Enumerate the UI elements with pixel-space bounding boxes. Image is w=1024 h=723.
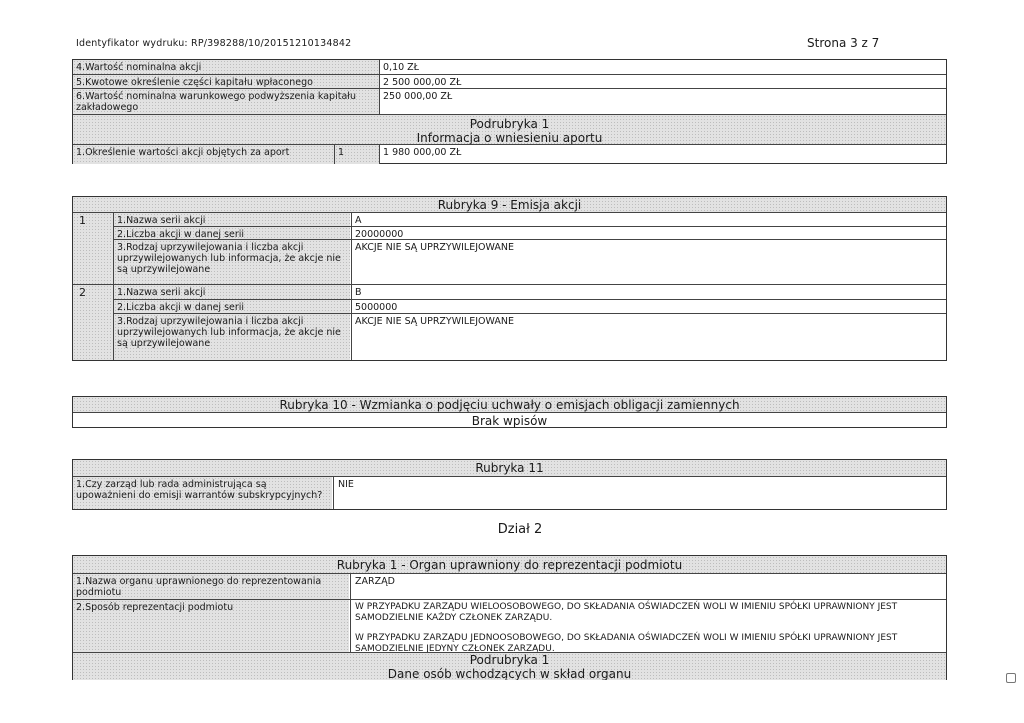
series-count-label: 2.Liczba akcji w danej serii bbox=[114, 300, 350, 313]
conditional-increase-value: 250 000,00 ZŁ bbox=[383, 91, 453, 102]
rubryka-11-title: Rubryka 11 bbox=[73, 460, 946, 476]
representation-method-label: 2.Sposób reprezentacji podmiotu bbox=[73, 600, 349, 652]
scan-mark-icon bbox=[1006, 673, 1016, 683]
rubryka-10-value: Brak wpisów bbox=[471, 414, 548, 428]
aport-index: 1 bbox=[335, 145, 379, 164]
series-name-value: B bbox=[355, 287, 362, 298]
rubryka-11-table bbox=[72, 459, 947, 510]
series-name-value: A bbox=[355, 215, 362, 226]
dzial-2-podrubryka-title: Podrubryka 1 bbox=[469, 653, 550, 667]
top-table bbox=[72, 59, 947, 164]
series-name-label: 1.Nazwa serii akcji bbox=[114, 285, 350, 299]
representation-multi-member: W PRZYPADKU ZARZĄDU WIELOOSOBOWEGO, DO SKŁADANIA OŚWIADCZEŃ WOLI W IMIENIU SPÓŁKI UPRAWNIONY JEST SAMODZIELNIE KAŻDY CZŁONEK ZARZĄDU. bbox=[355, 602, 898, 623]
rubryka-9-title: Rubryka 9 - Emisja akcji bbox=[73, 197, 946, 212]
dzial-2-podrubryka-subtitle: Dane osób wchodzących w skład organu bbox=[387, 667, 632, 680]
aport-label: 1.Określenie wartości akcji objętych za aport bbox=[73, 145, 334, 164]
series-preference-label: 3.Rodzaj uprzywilejowania i liczba akcji uprzywilejowanych lub informacja, że akcje nie są uprzywilejowane bbox=[114, 240, 350, 284]
dzial-2-podrubryka-heading bbox=[73, 653, 946, 680]
aport-value: 1 980 000,00 ZŁ bbox=[383, 147, 462, 158]
series-count-value: 5000000 bbox=[355, 302, 398, 313]
dzial-2-heading: Dział 2 bbox=[497, 522, 543, 537]
series-preference-label: 3.Rodzaj uprzywilejowania i liczba akcji uprzywilejowanych lub informacja, że akcje nie są uprzywilejowane bbox=[114, 314, 350, 360]
series-index-1: 1 bbox=[73, 213, 113, 284]
rubryka-9-table bbox=[72, 196, 947, 361]
paid-capital-value: 2 500 000,00 ZŁ bbox=[383, 77, 462, 88]
series-count-label: 2.Liczba akcji w danej serii bbox=[114, 227, 350, 239]
nominal-value-label: 4.Wartość nominalna akcji bbox=[73, 60, 379, 74]
series-count-value: 20000000 bbox=[355, 229, 404, 239]
conditional-increase-label: 6.Wartość nominalna warunkowego podwyższenia kapitału zakładowego bbox=[73, 89, 379, 114]
representation-single-member: W PRZYPADKU ZARZĄDU JEDNOOSOBOWEGO, DO SKŁADANIA OŚWIADCZEŃ WOLI W IMIENIU SPÓŁKI UPRAWNIONY JEST SAMODZIELNIE JEDYNY CZŁONEK ZARZĄDU. bbox=[355, 633, 898, 652]
print-identifier: Identyfikator wydruku: RP/398288/10/20151210134842 bbox=[76, 38, 352, 49]
representation-method-value bbox=[352, 600, 942, 652]
nominal-value: 0,10 ZŁ bbox=[383, 62, 420, 73]
paid-capital-label: 5.Kwotowe określenie części kapitału wpłaconego bbox=[73, 75, 379, 88]
organ-name-label: 1.Nazwa organu uprawnionego do reprezentowania podmiotu bbox=[73, 574, 349, 599]
podrubryka-title: Podrubryka 1 bbox=[469, 117, 550, 131]
rubryka-10-title: Rubryka 10 - Wzmianka o podjęciu uchwały o emisjach obligacji zamiennych bbox=[73, 397, 946, 412]
warrants-answer: NIE bbox=[338, 479, 354, 490]
series-preference-value: AKCJE NIE SĄ UPRZYWILEJOWANE bbox=[355, 242, 514, 253]
podrubryka-subtitle: Informacja o wniesieniu aportu bbox=[416, 131, 603, 144]
dzial-2-rubryka-1-table bbox=[72, 555, 947, 680]
warrants-question: 1.Czy zarząd lub rada administrująca są upoważnieni do emisji warrantów subskrypcyjnych? bbox=[73, 477, 332, 509]
dzial-2-rubryka-1-title: Rubryka 1 - Organ uprawniony do reprezentacji podmiotu bbox=[73, 556, 946, 573]
organ-name-value: ZARZĄD bbox=[355, 576, 395, 587]
page-number: Strona 3 z 7 bbox=[807, 36, 880, 50]
series-preference-value: AKCJE NIE SĄ UPRZYWILEJOWANE bbox=[355, 316, 514, 327]
series-name-label: 1.Nazwa serii akcji bbox=[114, 213, 350, 226]
podrubryka-heading bbox=[73, 115, 946, 144]
series-index-2: 2 bbox=[73, 285, 113, 360]
rubryka-10-table bbox=[72, 396, 947, 428]
